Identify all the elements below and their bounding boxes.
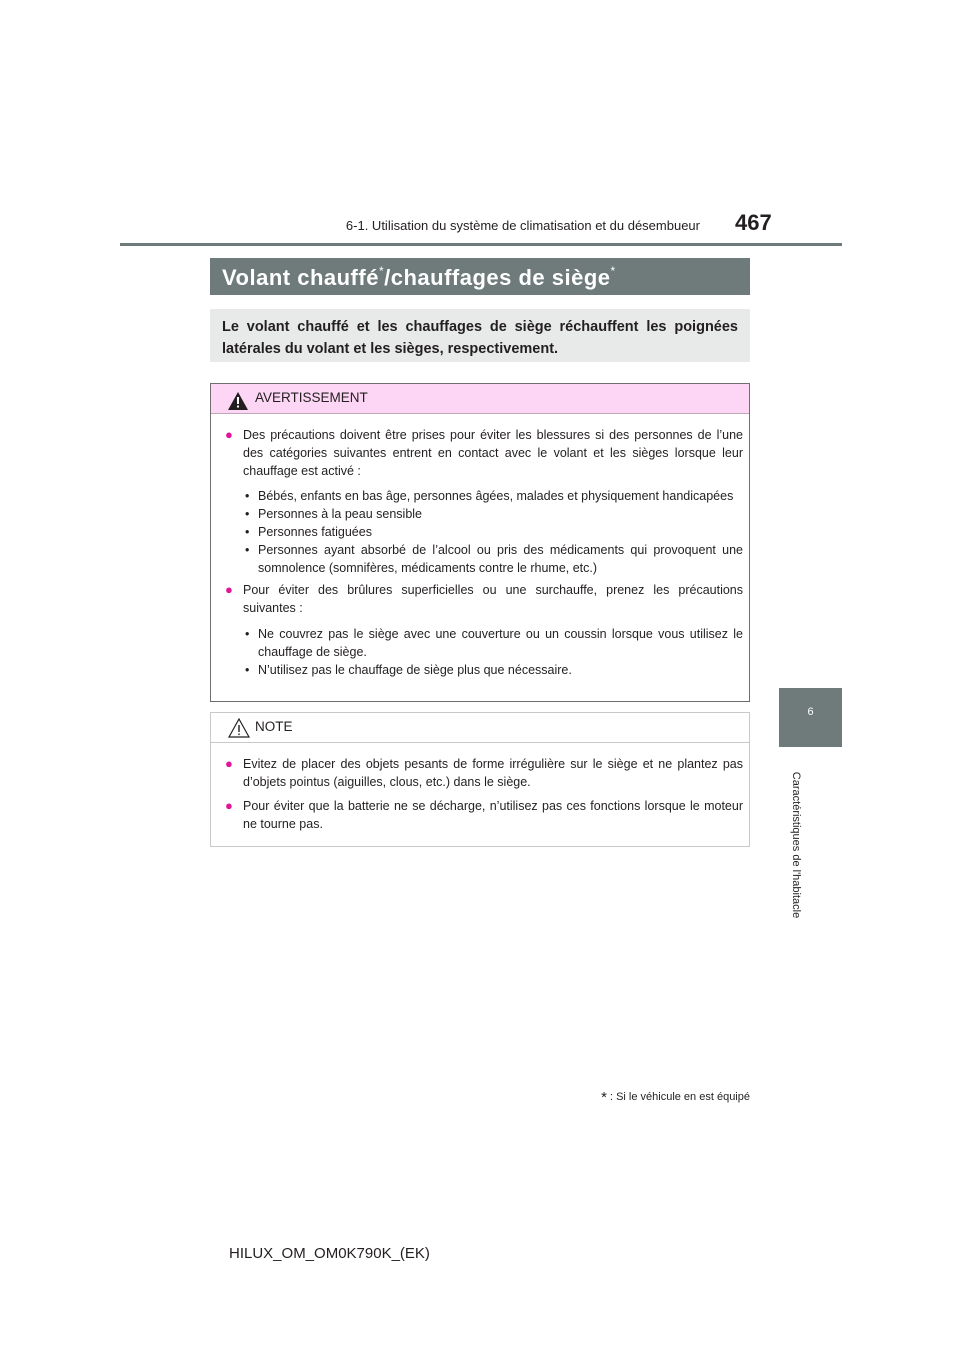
title-part-1: Volant chauffé [222, 265, 379, 290]
chapter-label-text: Caractéristiques de l'habitacle [790, 771, 802, 919]
footnote-text: : Si le véhicule en est équipé [609, 1091, 750, 1103]
chapter-tab [779, 688, 842, 747]
intro-text: Le volant chauffé et les chauffages de siège réchauffent les poignées latérales du volant et les sièges, respectivement. [222, 319, 738, 357]
warning-body [225, 426, 743, 683]
list-item: • N’utilisez pas le chauffage de siège plus que nécessaire. [243, 661, 743, 679]
document-id: HILUX_OM_OM0K790K_(EK) [229, 1245, 430, 1262]
list-item: • Personnes à la peau sensible [243, 505, 743, 523]
intro-box [210, 309, 750, 362]
note-paragraph [225, 755, 743, 791]
list-item: • Personnes fatiguées [243, 523, 743, 541]
footnote [0, 1089, 750, 1106]
warning-sub-list [243, 487, 743, 577]
warning-box [210, 383, 750, 702]
warning-paragraph [225, 581, 743, 617]
list-item: • Bébés, enfants en bas âge, personnes âgées, malades et physiquement handicapées [243, 487, 743, 505]
note-paragraph-text: Pour éviter que la batterie ne se décharge, n’utilisez pas ces fonctions lorsque le moteur ne tourne pas. [243, 799, 743, 831]
bullet-icon: ● [225, 798, 233, 813]
running-header-section: 6-1. Utilisation du système de climatisation et du désembueur [345, 218, 700, 233]
warning-paragraph [225, 426, 743, 480]
section-title [222, 264, 616, 291]
warning-header [211, 384, 749, 414]
note-paragraph [225, 797, 743, 833]
warning-sub-list [243, 625, 743, 679]
chapter-number: 6 [807, 706, 814, 718]
header-rule [120, 243, 842, 246]
warning-paragraph-text: Pour éviter des brûlures superficielles ou une surchauffe, prenez les précautions suivantes : [243, 583, 743, 615]
list-item: • Ne couvrez pas le siège avec une couverture ou un coussin lorsque vous utilisez le chauffage de siège. [243, 625, 743, 661]
list-item: • Personnes ayant absorbé de l’alcool ou pris des médicaments qui provoquent une somnolence (somnifères, médicaments contre le rhume, etc.) [243, 541, 743, 577]
note-header [211, 713, 749, 743]
title-footnote-star: * [378, 264, 385, 278]
title-footnote-star-2: * [610, 264, 616, 278]
page-number: 467 [735, 210, 772, 235]
bullet-icon: ● [225, 756, 233, 771]
bullet-icon: ● [225, 427, 233, 442]
section-title-bar [210, 258, 750, 295]
note-paragraph-text: Evitez de placer des objets pesants de forme irrégulière sur le siège et ne plantez pas d’objets pointus (aiguilles, clous, etc.) dans le siège. [243, 757, 743, 789]
caution-outline-icon [228, 718, 250, 738]
warning-paragraph-text: Des précautions doivent être prises pour éviter les blessures si des personnes de l’une des catégories suivantes entrent en contact avec le volant et les sièges lorsque leur chauffage est activé : [243, 428, 743, 478]
title-part-2: /chauffages de siège [384, 265, 611, 290]
note-box [210, 712, 750, 847]
chapter-side-label [786, 760, 806, 930]
note-label: NOTE [255, 719, 293, 734]
warning-icon [228, 392, 248, 410]
note-body [225, 755, 743, 837]
bullet-icon: ● [225, 582, 233, 597]
warning-label: AVERTISSEMENT [255, 390, 368, 405]
footnote-star-icon: * [601, 1089, 607, 1106]
